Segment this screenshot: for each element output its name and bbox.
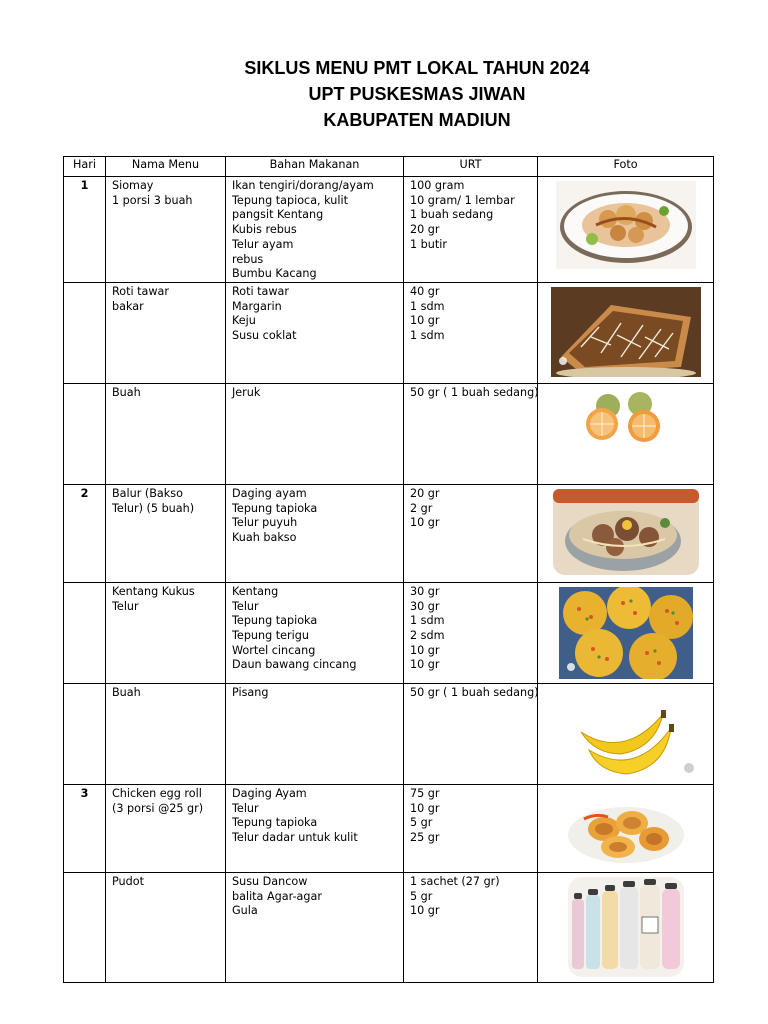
urt-cell	[404, 784, 538, 872]
egg-roll-photo	[556, 789, 696, 869]
table-row	[64, 282, 714, 383]
bahan-line: Roti tawar	[232, 284, 290, 298]
urt-line: 1 sdm	[410, 614, 445, 628]
menu-cell	[106, 282, 226, 383]
foto-cell	[538, 582, 714, 683]
bahan-line: Kubis rebus	[232, 223, 297, 237]
bahan-line: Keju	[232, 314, 256, 328]
urt-line: 25 gr	[410, 831, 440, 845]
bahan-line: Jeruk	[232, 385, 261, 399]
menu-cell	[106, 683, 226, 784]
menu-line: 1 porsi 3 buah	[112, 193, 193, 207]
urt-cell	[404, 484, 538, 582]
menu-line: Telur) (5 buah)	[112, 501, 195, 515]
header-urt: URT	[404, 157, 538, 177]
bahan-line: Daging ayam	[232, 486, 307, 500]
urt-line: 1 buah sedang	[410, 208, 494, 222]
urt-line: 1 sdm	[410, 329, 445, 343]
header-foto: Foto	[538, 157, 714, 177]
urt-line: 5 gr	[410, 889, 433, 903]
bahan-line: Pisang	[232, 685, 269, 699]
menu-table	[63, 156, 714, 983]
roti-bakar-photo	[551, 287, 701, 377]
balur-photo	[553, 489, 699, 575]
bahan-line: Susu Dancow	[232, 874, 308, 888]
menu-cell	[106, 582, 226, 683]
urt-line: 100 gram	[410, 179, 465, 192]
bahan-line: balita Agar-agar	[232, 889, 322, 903]
hari-cell	[64, 683, 106, 784]
urt-cell	[404, 683, 538, 784]
kentang-kukus-photo	[559, 587, 693, 679]
urt-line: 2 gr	[410, 501, 433, 515]
hari-cell	[64, 282, 106, 383]
header-nama-menu: Nama Menu	[106, 157, 226, 177]
bahan-line: Telur	[232, 801, 259, 815]
menu-cell	[106, 784, 226, 872]
bahan-line: Bumbu Kacang	[232, 267, 317, 281]
menu-line: Pudot	[112, 874, 144, 888]
hari-cell: 1	[64, 177, 106, 283]
foto-cell	[538, 872, 714, 982]
urt-line: 10 gr	[410, 314, 440, 328]
foto-cell	[538, 383, 714, 484]
menu-line: Buah	[112, 685, 141, 699]
bahan-line: pangsit Kentang	[232, 208, 324, 222]
bahan-line: Tepung terigu	[232, 629, 309, 643]
urt-line: 50 gr ( 1 buah sedang)	[410, 685, 539, 699]
bahan-cell	[226, 383, 404, 484]
urt-line: 20 gr	[410, 223, 440, 237]
menu-cell	[106, 383, 226, 484]
hari-cell	[64, 582, 106, 683]
urt-cell	[404, 177, 538, 283]
urt-cell	[404, 383, 538, 484]
document-title: SIKLUS MENU PMT LOKAL TAHUN 2024	[244, 58, 590, 78]
menu-line: Balur (Bakso	[112, 486, 183, 500]
urt-line: 20 gr	[410, 486, 440, 500]
bahan-line: Tepung tapioka	[232, 501, 318, 515]
bahan-cell	[226, 582, 404, 683]
menu-line: Siomay	[112, 179, 154, 192]
bahan-line: Wortel cincang	[232, 643, 316, 657]
table-row	[64, 383, 714, 484]
hari-cell	[64, 383, 106, 484]
urt-line: 40 gr	[410, 284, 440, 298]
bahan-line: rebus	[232, 252, 264, 266]
bahan-cell	[226, 872, 404, 982]
document-subtitle-puskesmas: UPT PUSKESMAS JIWAN	[308, 84, 526, 104]
menu-line: Kentang Kukus	[112, 584, 195, 598]
urt-line: 10 gr	[410, 658, 440, 672]
table-row	[64, 683, 714, 784]
bahan-line: Tepung tapioca, kulit	[232, 193, 348, 207]
bahan-line: Telur puyuh	[232, 516, 298, 530]
menu-cell	[106, 872, 226, 982]
bahan-cell	[226, 484, 404, 582]
pudot-photo	[568, 877, 684, 977]
urt-cell	[404, 582, 538, 683]
siomay-photo	[556, 181, 696, 269]
header-bahan-makanan: Bahan Makanan	[226, 157, 404, 177]
table-row	[64, 784, 714, 872]
bahan-line: Kuah bakso	[232, 531, 297, 545]
urt-line: 10 gr	[410, 801, 440, 815]
bahan-line: Telur	[232, 599, 259, 613]
foto-cell	[538, 177, 714, 283]
bahan-line: Susu coklat	[232, 329, 297, 343]
urt-line: 30 gr	[410, 584, 440, 598]
foto-cell	[538, 282, 714, 383]
urt-cell	[404, 282, 538, 383]
urt-line: 5 gr	[410, 816, 433, 830]
bahan-line: Telur ayam	[232, 237, 294, 251]
menu-line: (3 porsi @25 gr)	[112, 801, 204, 815]
jeruk-photo	[578, 388, 674, 446]
urt-line: 75 gr	[410, 786, 440, 800]
bahan-cell	[226, 784, 404, 872]
bahan-line: Gula	[232, 904, 258, 918]
bahan-cell	[226, 177, 404, 283]
table-row	[64, 177, 714, 283]
urt-line: 1 sachet (27 gr)	[410, 874, 500, 888]
hari-cell: 2	[64, 484, 106, 582]
table-header-row	[64, 157, 714, 177]
hari-cell: 3	[64, 784, 106, 872]
document-subtitle-kabupaten: KABUPATEN MADIUN	[323, 110, 511, 130]
bahan-line: Daun bawang cincang	[232, 658, 357, 672]
bahan-line: Ikan tengiri/dorang/ayam	[232, 179, 374, 192]
foto-cell	[538, 683, 714, 784]
foto-cell	[538, 784, 714, 872]
bahan-line: Tepung tapioka	[232, 816, 318, 830]
bahan-cell	[226, 683, 404, 784]
menu-line: Buah	[112, 385, 141, 399]
hari-cell	[64, 872, 106, 982]
urt-line: 10 gr	[410, 516, 440, 530]
bahan-line: Telur dadar untuk kulit	[232, 831, 358, 845]
table-row	[64, 872, 714, 982]
urt-line: 2 sdm	[410, 629, 445, 643]
table-row	[64, 484, 714, 582]
menu-line: Chicken egg roll	[112, 786, 202, 800]
urt-line: 10 gram/ 1 lembar	[410, 193, 515, 207]
header-hari: Hari	[64, 157, 106, 177]
menu-cell	[106, 484, 226, 582]
bahan-line: Kentang	[232, 584, 279, 598]
urt-line: 10 gr	[410, 904, 440, 918]
pisang-photo	[551, 688, 701, 782]
urt-line: 30 gr	[410, 599, 440, 613]
table-row	[64, 582, 714, 683]
urt-line: 1 butir	[410, 237, 447, 251]
bahan-line: Margarin	[232, 299, 282, 313]
bahan-cell	[226, 282, 404, 383]
urt-line: 50 gr ( 1 buah sedang)	[410, 385, 539, 399]
menu-cell	[106, 177, 226, 283]
menu-line: Telur	[112, 599, 139, 613]
bahan-line: Daging Ayam	[232, 786, 307, 800]
urt-cell	[404, 872, 538, 982]
menu-line: bakar	[112, 299, 144, 313]
menu-line: Roti tawar	[112, 284, 170, 298]
urt-line: 1 sdm	[410, 299, 445, 313]
bahan-line: Tepung tapioka	[232, 614, 318, 628]
urt-line: 10 gr	[410, 643, 440, 657]
foto-cell	[538, 484, 714, 582]
